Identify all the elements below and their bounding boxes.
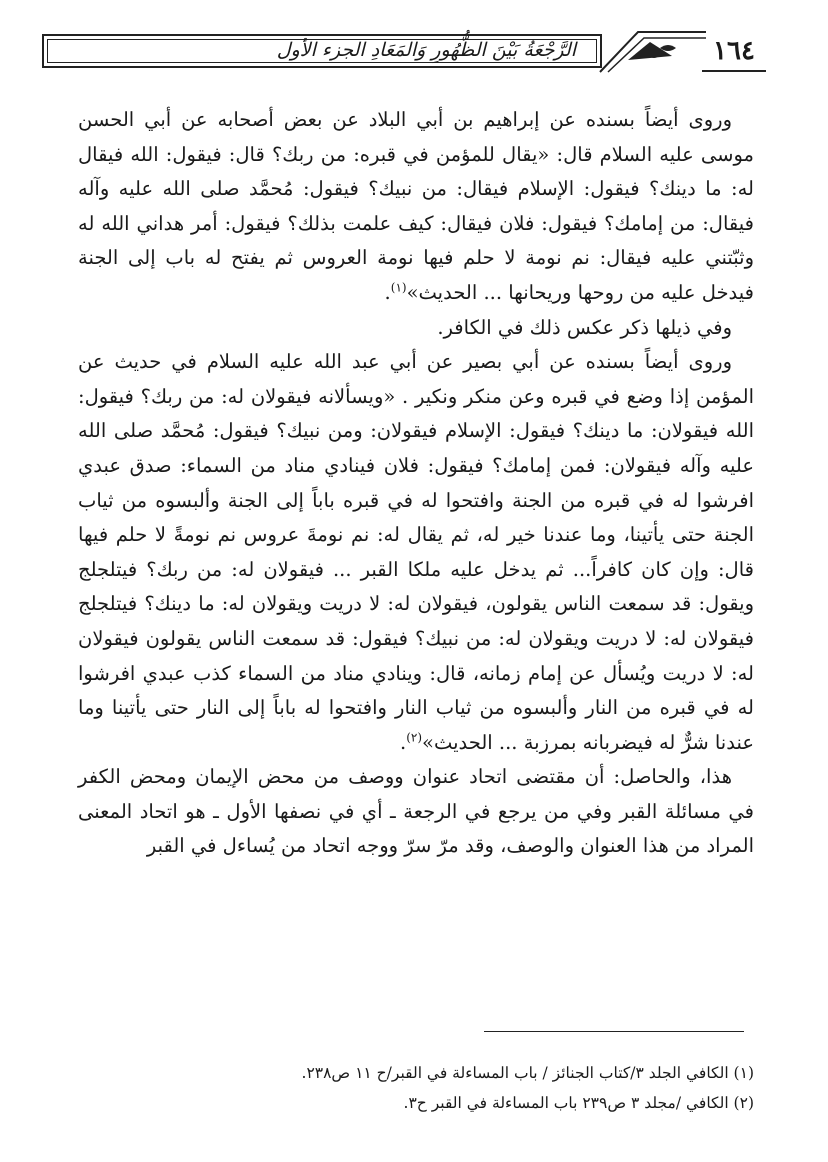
- paragraph: [78, 760, 754, 864]
- paragraph-text: وفي ذيلها ذكر عكس ذلك في الكافر.: [437, 315, 732, 339]
- paragraph-text: هذا، والحاصل: أن مقتضى اتحاد عنوان ووصف من محض الإيمان ومحض الكفر في مسائلة القبر وفي من يرجع في الرجعة ـ أي في نصفها الأول ـ هو اتحاد المعنى المراد من هذا العنوان والوصف، وقد مرّ سرّ ووجه اتحاد من يُساءل في القبر: [78, 765, 754, 858]
- footnote-ref: (٢): [406, 730, 423, 745]
- footnote-ref: (١): [390, 280, 407, 295]
- footnote-divider: [484, 1031, 744, 1032]
- footnote-1: (١) الكافي الجلد ٣/كتاب الجنائز / باب المساءلة في القبر/ح ١١ ص٢٣٨.: [301, 1064, 754, 1082]
- running-title: الرَّجْعَةُ بَيْنَ الظُّهُورِ وَالمَعَادِ الجزء الأول: [276, 39, 576, 61]
- page-number: ١٦٤: [702, 32, 766, 72]
- footnotes: [78, 1058, 754, 1118]
- page-header: [42, 22, 766, 74]
- paragraph: وروى أيضاً بسنده عن أبي بصير عن أبي عبد الله عليه السلام في حديث عن المؤمن إذا وضع في قبره وعن منكر ونكير . «ويسألانه فيقولان له: من ربك؟ فيقول: الله فيقولان: ما دينك؟ فيقول: الإسلام فيقولان: ومن نبيك؟ فيقول: مُحمَّد صلى الله عليه وآله فيقولان: فمن إمامك؟ فيقول: فلان فينادي مناد من السماء: صدق عبدي افرشوا له في قبره من الجنة وافتحوا له في قبره باباً إلى الجنة وألبسوه من ثياب الجنة حتى يأتينا، وما عندنا خير له، ثم يقال له: نم نومةَ عروس نم نومةً لا حلم فيها قال: وإن كان كافراً... ثم يدخل عليه ملكا القبر ... فيقولان له: من ربك؟ فيتلجلج ويقول: قد سمعت الناس يقولون، فيقولان له: لا دريت ويقولان له: ما دينك؟ فيتلجلج فيقولان له: لا دريت ويقولان له: من نبيك؟ فيقول: قد سمعت الناس يقولون فيقولان له: لا دريت ويُسأل عن إمام زمانه، قال: وينادي مناد من السماء كذب عبدي افرشوا له في قبره من النار وألبسوه من ثياب النار وافتحوا له باباً إلى النار حتى يأتينا وما عندنا شرٌّ له فيضربانه بمرزبة ... الحديث»$^{(٢)}$.: [78, 350, 754, 754]
- main-text: [78, 103, 754, 864]
- footnote-2: (٢) الكافي /مجلد ٣ ص٢٣٩ باب المساءلة في القبر ح٣.: [403, 1094, 754, 1112]
- paragraph-text: وروى أيضاً بسنده عن أبي بصير عن أبي عبد الله عليه السلام في حديث عن المؤمن إذا وضع في قبره وعن منكر ونكير . «ويسألانه فيقولان له: من ربك؟ فيقول: الله فيقولان: ما دينك؟ فيقول: الإسلام فيقولان: ومن نبيك؟ فيقول: مُحمَّد صلى الله عليه وآله فيقولان: فمن إمامك؟ فيقول: فلان فينادي مناد من السماء: صدق عبدي افرشوا له في قبره من الجنة وافتحوا له في قبره باباً إلى الجنة وألبسوه من ثياب الجنة حتى يأتينا، وما عندنا خير له، ثم يقال له: نم نومةَ عروس نم نومةً لا حلم فيها قال: وإن كان كافراً... ثم يدخل عليه ملكا القبر ... فيقولان له: من ربك؟ فيتلجلج ويقول: قد سمعت الناس يقولون، فيقولان له: لا دريت ويقولان له: ما دينك؟ فيتلجلج فيقولان له: لا دريت ويقولان له: من نبيك؟ فيقول: قد سمعت الناس يقولون فيقولان له: لا دريت ويُسأل عن إمام زمانه، قال: وينادي مناد من السماء كذب عبدي افرشوا له في قبره من النار وألبسوه من ثياب النار وافتحوا له باباً إلى النار حتى يأتينا وما عندنا شرٌّ له فيضربانه بمرزبة ... الحديث»: [78, 350, 754, 754]
- paragraph: [78, 311, 754, 346]
- ornament-icon: [598, 26, 706, 74]
- paragraph-text: وروى أيضاً بسنده عن إبراهيم بن أبي البلاد عن بعض أصحابه عن أبي الحسن موسى عليه السلام قال: «يقال للمؤمن في قبره: من ربك؟ قال: فيقول: الله فيقال له: ما دينك؟ فيقول: الإسلام فيقال: من نبيك؟ فيقول: مُحمَّد صلى الله عليه وآله فيقال: من إمامك؟ فيقول: فلان فيقال: كيف علمت بذلك؟ فيقول: أمر هداني الله له وثبّتني عليه فيقال: نم نومة لا حلم فيها نومة العروس ثم يفتح له باب إلى الجنة فيدخل عليه من روحها وريحانها ... الحديث»: [78, 108, 754, 304]
- paragraph: وروى أيضاً بسنده عن إبراهيم بن أبي البلاد عن بعض أصحابه عن أبي الحسن موسى عليه السلام قال: «يقال للمؤمن في قبره: من ربك؟ قال: فيقول: الله فيقال له: ما دينك؟ فيقول: الإسلام فيقال: من نبيك؟ فيقول: مُحمَّد صلى الله عليه وآله فيقال: من إمامك؟ فيقول: فلان فيقال: كيف علمت بذلك؟ فيقول: أمر هداني الله له وثبّتني عليه فيقال: نم نومة لا حلم فيها نومة العروس ثم يفتح له باب إلى الجنة فيدخل عليه من روحها وريحانها ... الحديث»$^{(١)}$.: [78, 108, 754, 304]
